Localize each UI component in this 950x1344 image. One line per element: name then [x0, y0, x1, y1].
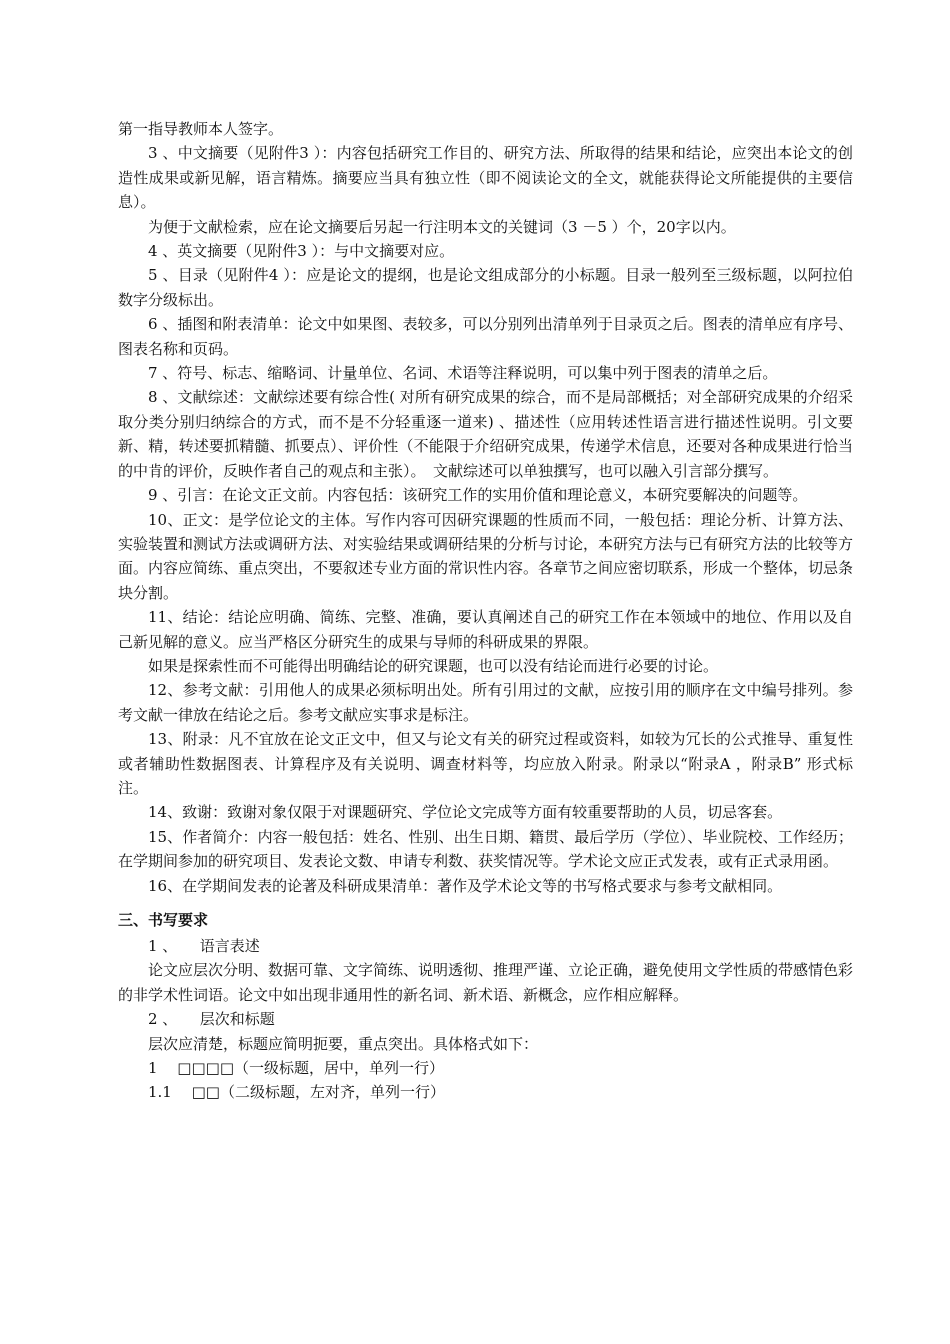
- paragraph-signature: 第一指导教师本人签字。: [118, 120, 284, 138]
- paragraph-table-of-contents: 5 、目录（见附件4 ）：应是论文的提纲，也是论文组成部分的小标题。目录一般列至三级标题，以阿拉伯数字分级标出。: [118, 266, 853, 309]
- paragraph-literature-review: 8 、文献综述：文献综述要有综合性( 对所有研究成果的综合，而不是局部概括；对全部研究成果的介绍采取分类分别归纳综合的方式，而不是不分轻重逐一道来) 、描述性（应用转述性语言进行描述性说明。引文要新、精，转述要抓精髓、抓要点）、评价性（不能限于介绍研究成果，传递学术信息，还要对各种成果进行恰当的中肯的评价，反映作者自己的观点和主张）。 文献综述可以单独撰写，也可以融入引言部分撰写。: [118, 388, 853, 480]
- paragraph-main-text: 10、正文：是学位论文的主体。写作内容可因研究课题的性质而不同，一般包括：理论分析、计算方法、实验装置和测试方法或调研方法、对实验结果或调研结果的分析与讨论，本研究方法与已有研究方法的比较等方面。内容应简练、重点突出，不要叙述专业方面的常识性内容。各章节之间应密切联系，形成一个整体，切忌条块分割。: [118, 510, 854, 602]
- paragraph-author-bio: 15、作者简介：内容一般包括：姓名、性别、出生日期、籍贯、最后学历（学位）、毕业院校、工作经历；在学期间参加的研究项目、发表论文数、申请专利数、获奖情况等。学术论文应正式发表，或有正式录用函。: [118, 827, 853, 871]
- paragraph-levels: 层次应清楚，标题应简明扼要，重点突出。具体格式如下：: [148, 1034, 539, 1053]
- paragraph-symbols: 7 、符号、标志、缩略词、计量单位、名词、术语等注释说明，可以集中列于图表的清单之后。: [148, 364, 778, 383]
- paragraph-chinese-abstract: 3 、中文摘要（见附件3 ）：内容包括研究工作目的、研究方法、所取得的结果和结论，应突出本论文的创造性成果或新见解，语言精炼。摘要应当具有独立性（即不阅读论文的全文，就能获得论文所能提供的主要信息）。: [118, 144, 853, 212]
- paragraph-conclusion: 11、结论：结论应明确、简练、完整、准确，要认真阐述自己的研究工作在本领域中的地位、作用以及自己新见解的意义。应当严格区分研究生的成果与导师的科研成果的界限。: [118, 608, 853, 651]
- section-heading-writing-requirements: 三、书写要求: [118, 911, 209, 929]
- document-page: [118, 117, 853, 1105]
- paragraph-figure-list: 6 、插图和附表清单：论文中如果图、表较多，可以分别列出清单列于目录页之后。图表的清单应有序号、图表名称和页码。: [118, 315, 853, 358]
- format-level1-example: 1 □□□□（一级标题，居中，单列一行）: [148, 1059, 445, 1078]
- subsection-levels-label: 2 、 层次和标题: [148, 1010, 275, 1029]
- paragraph-introduction: 9 、引言：在论文正文前。内容包括：该研究工作的实用价值和理论意义，本研究要解决的问题等。: [148, 486, 808, 505]
- paragraph-publications: 16、在学期间发表的论著及科研成果清单：著作及学术论文等的书写格式要求与参考文献相同。: [148, 876, 783, 895]
- paragraph-references: 12、参考文献：引用他人的成果必须标明出处。所有引用过的文献，应按引用的顺序在文中编号排列。参考文献一律放在结论之后。参考文献应实事求是标注。: [118, 681, 853, 724]
- paragraph-exploratory: 如果是探索性而不可能得出明确结论的研究课题，也可以没有结论而进行必要的讨论。: [148, 656, 719, 675]
- paragraph-acknowledgements: 14、致谢：致谢对象仅限于对课题研究、学位论文完成等方面有较重要帮助的人员，切忌客套。: [148, 803, 783, 822]
- paragraph-appendix: 13、附录：凡不宜放在论文正文中，但又与论文有关的研究过程或资料，如较为冗长的公式推导、重复性或者辅助性数据图表、计算程序及有关说明、调查材料等，均应放入附录。附录以“附录A ，附录B” 形式标注。: [118, 730, 853, 797]
- paragraph-english-abstract: 4 、英文摘要（见附件3 ）：与中文摘要对应。: [148, 242, 455, 261]
- paragraph-language: 论文应层次分明、数据可靠、文字简练、说明透彻、推理严谨、立论正确，避免使用文学性质的带感情色彩的非学术性词语。论文中如出现非通用性的新名词、新术语、新概念，应作相应解释。: [118, 961, 854, 1004]
- paragraph-keywords: 为便于文献检索，应在论文摘要后另起一行注明本文的关键词（3 －5 ）个，20字以内。: [148, 217, 736, 236]
- subsection-language-label: 1 、 语言表述: [148, 937, 260, 955]
- format-level2-example: 1.1 □□（二级标题，左对齐，单列一行）: [148, 1083, 445, 1102]
